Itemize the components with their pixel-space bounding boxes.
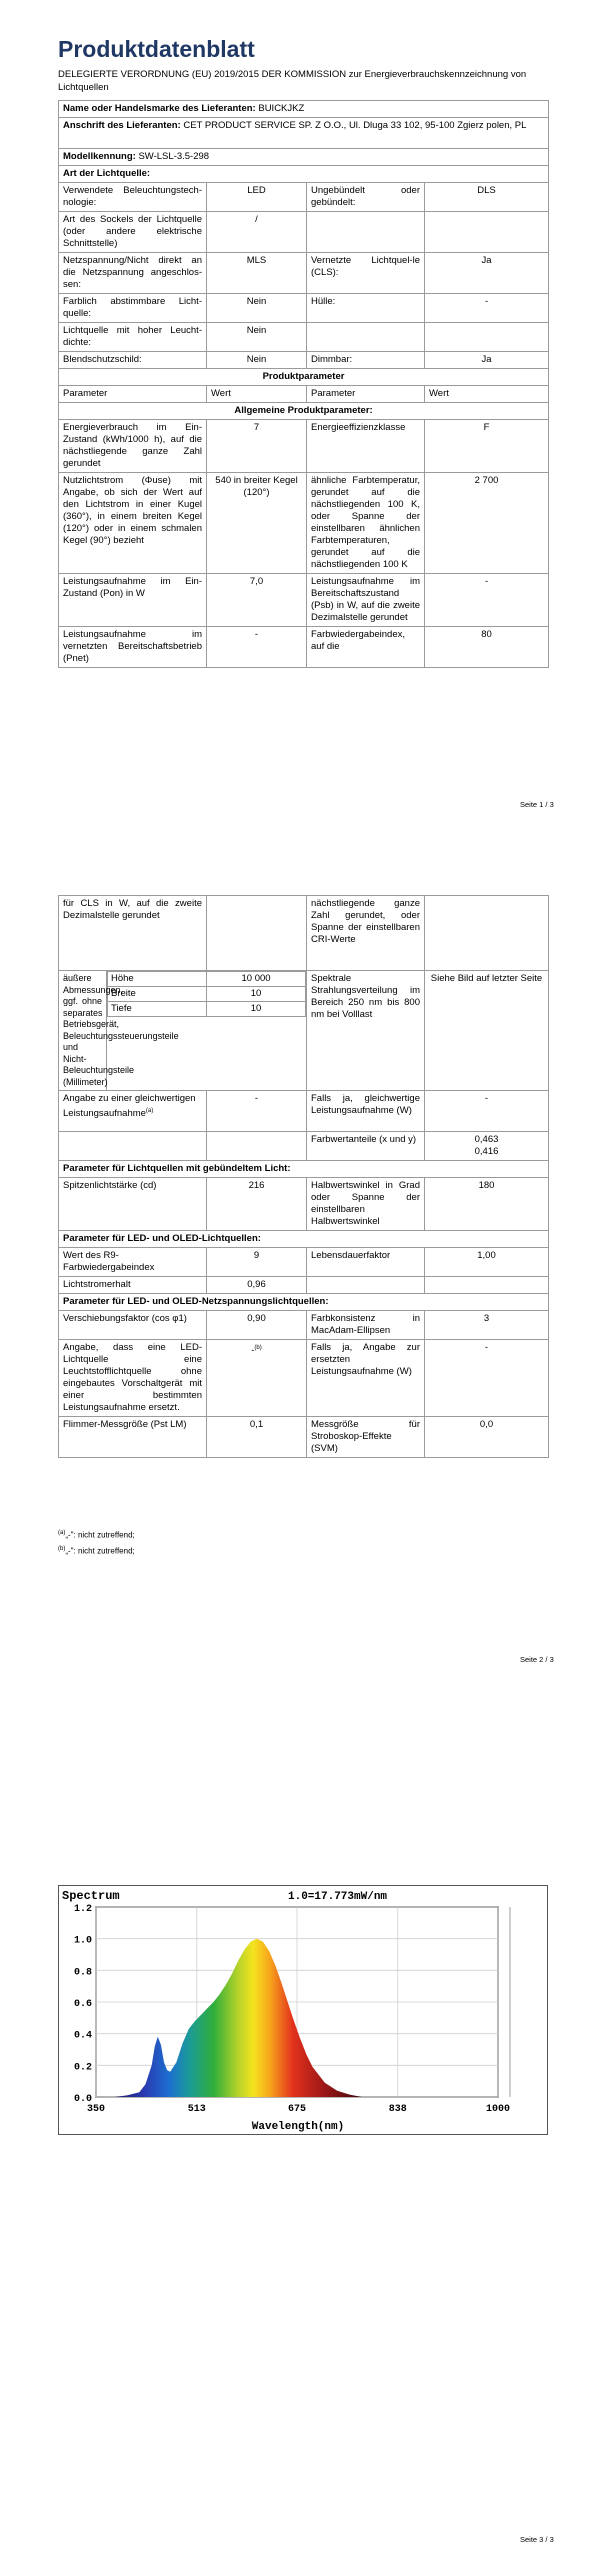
model-label: Modellkennung:: [63, 151, 136, 162]
footnote-a: [58, 1527, 135, 1542]
page-1: [0, 0, 603, 820]
param-value: -: [425, 574, 549, 627]
y-tick-label: 1.2: [73, 1904, 92, 1915]
replacement-power-label: Falls ja, Angabe zur ersetzten Leistungsaufnahme (W): [307, 1340, 425, 1417]
empty-cell: [59, 1132, 207, 1161]
empty-cell: [425, 1277, 549, 1294]
flicker-value: 0,1: [207, 1417, 307, 1458]
x-tick-label: 838: [388, 2104, 407, 2115]
power-factor-row: [59, 1311, 549, 1340]
row-value: LED: [207, 183, 307, 212]
spectral-label: Spektrale Strahlungsverteilung im Bereich 250 nm bis 800 nm bei Volllast: [307, 971, 425, 1091]
replacement-power-value: -: [425, 1340, 549, 1417]
param-label: Farbwiedergabeindex, auf die: [307, 627, 425, 668]
stroboscopic-label: Messgröße für Stroboskop-Effekte (SVM): [307, 1417, 425, 1458]
chromaticity-row: [59, 1132, 549, 1161]
row-value: Ja: [425, 352, 549, 369]
regulation-subtitle: DELEGIERTE VERORDNUNG (EU) 2019/2015 DER KOMMISSION zur Energieverbrauchskennzeichnung von Lichtquellen: [58, 69, 527, 93]
x-axis-label: Wavelength(nm): [251, 2121, 345, 2133]
dimension-value: 10 000: [207, 972, 306, 987]
page-number: Seite 1 / 3: [520, 800, 554, 809]
row-label: Verwendete Beleuchtungstech-nologie:: [59, 183, 207, 212]
row-label: Hülle:: [307, 294, 425, 323]
row-value: Nein: [207, 323, 307, 352]
param-label: Energieeffizienzklasse: [307, 420, 425, 473]
beam-label: Halbwertswinkel in Grad oder Spanne der einstellbaren Halbwertswinkel: [307, 1178, 425, 1231]
page-number: Seite 2 / 3: [520, 1655, 554, 1664]
row-value: MLS: [207, 253, 307, 294]
col-value: Wert: [207, 386, 307, 403]
param-label: Leistungsaufnahme im Bereitschaftszustand (Psb) in W, auf die zweite Dezimalstelle gerundet: [307, 574, 425, 627]
row-value: -: [425, 294, 549, 323]
general-params-header: Allgemeine Produktparameter:: [59, 403, 549, 420]
row-label: Vernetzte Lichtquel-le (CLS):: [307, 253, 425, 294]
footnote-b: [58, 1543, 135, 1558]
survival-label: Lebensdauerfaktor: [307, 1248, 425, 1277]
mains-header-row: [59, 1294, 549, 1311]
flicker-row: [59, 1417, 549, 1458]
param-value: 540 in breiter Kegel (120°): [207, 473, 307, 574]
beam-value: 180: [425, 1178, 549, 1231]
footnote-ref-b: (b): [254, 1345, 262, 1351]
empty-cell: [207, 1132, 307, 1161]
row-label: Lichtquelle mit hoher Leucht-dichte:: [59, 323, 207, 352]
type-row: [59, 183, 549, 212]
row-label: [307, 212, 425, 253]
page-3: [0, 1690, 603, 2560]
chart-title: Spectrum: [62, 1889, 120, 1903]
footnote-a-text: „-": nicht zutreffend;: [65, 1530, 135, 1540]
replacement-value: -: [251, 1345, 255, 1357]
type-row: [59, 323, 549, 352]
param-value: 7: [207, 420, 307, 473]
param-label: ähnliche Farbtemperatur, gerundet auf die nächstliegenden 100 K, oder Spanne der einstellbaren ähnlichen Farbtemperaturen, gerundet auf die nächstliegenden 100 K: [307, 473, 425, 574]
chromaticity-values: [425, 1132, 549, 1161]
row-label: [307, 323, 425, 352]
product-params-header: Produktparameter: [59, 369, 549, 386]
row-value: [425, 212, 549, 253]
spectrum-chart: [58, 1885, 548, 2135]
equivalent-power-label: Falls ja, gleichwertige Leistungsaufnahme (W): [307, 1091, 425, 1132]
model-row: [59, 149, 549, 166]
param-label: Leistungsaufnahme im Ein-Zustand (Pon) in W: [59, 574, 207, 627]
supplier-name: BUICKJKZ: [258, 103, 305, 114]
product-params-header-row: [59, 369, 549, 386]
page-number: Seite 3 / 3: [520, 2535, 554, 2544]
power-factor-value: 0,90: [207, 1311, 307, 1340]
chromaticity-label: Farbwertanteile (x und y): [307, 1132, 425, 1161]
type-row: [59, 294, 549, 323]
equivalent-power-value: -: [425, 1091, 549, 1132]
row-label: Dimmbar:: [307, 352, 425, 369]
macadam-value: 3: [425, 1311, 549, 1340]
lumen-maintenance-value: 0,96: [207, 1277, 307, 1294]
type-row: [59, 352, 549, 369]
dimension-row: [108, 972, 306, 987]
y-tick-label: 0.2: [73, 2062, 92, 2074]
lumen-maintenance-row: [59, 1277, 549, 1294]
continued-row: [59, 896, 549, 971]
param-value: [207, 896, 307, 971]
type-row: [59, 212, 549, 253]
x-tick-label: 675: [287, 2104, 307, 2115]
y-tick-label: 0.8: [73, 1967, 92, 1979]
document-title: Produktdatenblatt: [58, 36, 255, 62]
equivalent-value: -: [207, 1091, 307, 1132]
param-value: F: [425, 420, 549, 473]
page-2: [0, 855, 603, 1675]
y-tick-label: 0.4: [73, 2030, 92, 2042]
macadam-label: Farbkonsistenz in MacAdam-Ellipsen: [307, 1311, 425, 1340]
spectral-value: Siehe Bild auf letzter Seite: [425, 971, 549, 1091]
param-label: für CLS in W, auf die zweite Dezimalstelle gerundet: [59, 896, 207, 971]
dimension-row: [108, 1002, 306, 1017]
footnote-b-text: „-": nicht zutreffend;: [65, 1546, 135, 1556]
r9-row: [59, 1248, 549, 1277]
param-value: 7,0: [207, 574, 307, 627]
row-value: Nein: [207, 352, 307, 369]
param-label: Nutzlichtstrom (Φuse) mit Angabe, ob sich der Wert auf den Lichtstrom in einer Kugel (360°), in einem breiten Kegel (120°) oder in einem schmalen Kegel (90°) bezieht: [59, 473, 207, 574]
equivalent-row: [59, 1091, 549, 1132]
led-header: Parameter für LED- und OLED-Lichtquellen:: [59, 1231, 549, 1248]
row-value: Ja: [425, 253, 549, 294]
row-value: [425, 323, 549, 352]
directional-header: Parameter für Lichtquellen mit gebündeltem Licht:: [59, 1161, 549, 1178]
r9-label: Wert des R9-Farbwiedergabeindex: [59, 1248, 207, 1277]
param-row: [59, 473, 549, 574]
supplier-name-row: [59, 101, 549, 118]
type-row: [59, 253, 549, 294]
param-value: 80: [425, 627, 549, 668]
directional-header-row: [59, 1161, 549, 1178]
col-param: Parameter: [307, 386, 425, 403]
footnote-b-mark: (b): [58, 1546, 66, 1552]
x-tick-label: 350: [86, 2104, 106, 2115]
column-header-row: [59, 386, 549, 403]
param-row: [59, 574, 549, 627]
general-params-header-row: [59, 403, 549, 420]
row-label: Netzspannung/Nicht direkt an die Netzspannung angeschlos-sen:: [59, 253, 207, 294]
light-type-header-row: [59, 166, 549, 183]
r9-value: 9: [207, 1248, 307, 1277]
peak-label: Spitzenlichtstärke (cd): [59, 1178, 207, 1231]
chromaticity-y: 0,416: [474, 1146, 499, 1157]
y-tick-label: 1.0: [73, 1935, 92, 1947]
peak-value: 216: [207, 1178, 307, 1231]
survival-value: 1,00: [425, 1248, 549, 1277]
row-label: Farblich abstimmbare Licht-quelle:: [59, 294, 207, 323]
supplier-name-label: Name oder Handelsmarke des Lieferanten:: [63, 103, 256, 114]
row-label: Ungebündelt oder gebündelt:: [307, 183, 425, 212]
row-label: Blendschutzschild:: [59, 352, 207, 369]
chart-annotation: 1.0=17.773mW/nm: [288, 1891, 388, 1903]
equivalent-label-cell: [59, 1091, 207, 1132]
chromaticity-x: 0,463: [474, 1134, 499, 1145]
lumen-maintenance-label: Lichtstromerhalt: [59, 1277, 207, 1294]
row-value: /: [207, 212, 307, 253]
peak-row: [59, 1178, 549, 1231]
dimensions-label: äußere Abmessungen, ggf. ohne separates Betriebsgerät, Beleuchtungssteuerungsteile und Nicht-Beleuchtungsteile (Millimeter): [59, 971, 107, 1091]
param-label: Energieverbrauch im Ein-Zustand (kWh/1000 h), auf die nächstliegende ganze Zahl gerundet: [59, 420, 207, 473]
param-label: nächstliegende ganze Zahl gerundet, oder Spanne der einstellbaren CRI-Werte: [307, 896, 425, 971]
flicker-label: Flimmer-Messgröße (Pst LM): [59, 1417, 207, 1458]
param-value: [425, 896, 549, 971]
param-row: [59, 420, 549, 473]
empty-cell: [307, 1277, 425, 1294]
led-header-row: [59, 1231, 549, 1248]
col-param: Parameter: [59, 386, 207, 403]
model-id: SW-LSL-3.5-298: [138, 151, 210, 162]
datasheet-table-page2: [58, 895, 549, 1458]
dimension-name: Höhe: [108, 972, 207, 987]
spectrum-svg: [58, 1885, 548, 2135]
param-value: -: [207, 627, 307, 668]
x-tick-label: 513: [187, 2104, 206, 2115]
y-tick-label: 0.6: [73, 1999, 92, 2010]
replacement-label: Angabe, dass eine LED-Lichtquelle eine Leuchtstofflichtquelle ohne eingebautes Vorschaltgerät mit einer bestimmten Leistungsaufnahme ersetzt.: [59, 1340, 207, 1417]
col-value: Wert: [425, 386, 549, 403]
dimension-name: Breite: [108, 987, 207, 1002]
dimensions-row: [59, 971, 549, 1091]
dimension-name: Tiefe: [108, 1002, 207, 1017]
mains-header: Parameter für LED- und OLED-Netzspannungslichtquellen:: [59, 1294, 549, 1311]
row-label: Art des Sockels der Lichtquelle (oder andere elektrische Schnittstelle): [59, 212, 207, 253]
light-type-header: Art der Lichtquelle:: [59, 166, 549, 183]
replacement-row: [59, 1340, 549, 1417]
x-tick-label: 1000: [485, 2104, 511, 2115]
datasheet-table-page1: [58, 100, 549, 668]
equivalent-label: Angabe zu einer gleichwertigen Leistungsaufnahme: [63, 1093, 196, 1120]
dimension-row: [108, 987, 306, 1002]
dimension-value: 10: [207, 987, 306, 1002]
param-label: Leistungsaufnahme im vernetzten Bereitschaftsbetrieb (Pnet): [59, 627, 207, 668]
y-tick-label: 0.0: [73, 2094, 92, 2105]
row-value: DLS: [425, 183, 549, 212]
param-value: 2 700: [425, 473, 549, 574]
param-row: [59, 627, 549, 668]
replacement-value-cell: [207, 1340, 307, 1417]
dimensions-table: [107, 971, 306, 1017]
footnote-a-mark: (a): [58, 1530, 66, 1536]
footnote-ref-a: (a): [145, 1108, 154, 1114]
supplier-address-row: [59, 118, 549, 149]
power-factor-label: Verschiebungsfaktor (cos φ1): [59, 1311, 207, 1340]
supplier-address: CET PRODUCT SERVICE SP. Z O.O., Ul. Dluga 33 102, 95-100 Zgierz polen, PL: [183, 120, 527, 131]
stroboscopic-value: 0,0: [425, 1417, 549, 1458]
dimension-value: 10: [207, 1002, 306, 1017]
supplier-address-label: Anschrift des Lieferanten:: [63, 120, 181, 131]
row-value: Nein: [207, 294, 307, 323]
